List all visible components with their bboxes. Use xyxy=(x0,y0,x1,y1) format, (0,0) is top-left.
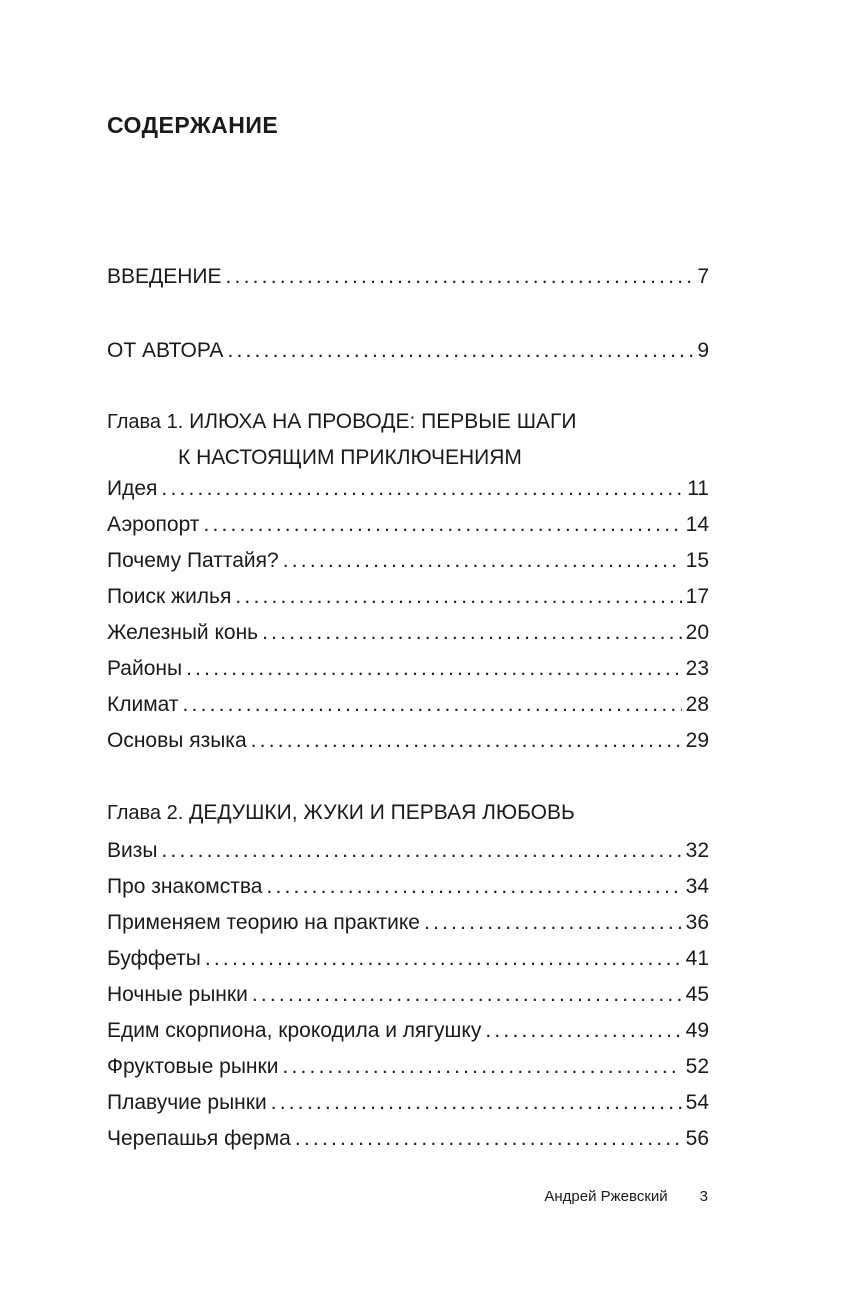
chapter-title-line1: ДЕДУШКИ, ЖУКИ И ПЕРВАЯ ЛЮБОВЬ xyxy=(189,801,575,824)
toc-entry[interactable] xyxy=(107,908,709,938)
dot-leader xyxy=(161,836,681,866)
dot-leader xyxy=(235,582,681,612)
dot-leader xyxy=(424,908,682,938)
dot-leader xyxy=(226,262,694,292)
dot-leader xyxy=(271,1088,682,1118)
dot-leader xyxy=(252,980,682,1010)
toc-entry[interactable] xyxy=(107,726,709,756)
toc-entry-label: Плавучие рынки xyxy=(107,1091,267,1114)
toc-entry-page: 9 xyxy=(697,339,709,362)
toc-entry[interactable] xyxy=(107,690,709,720)
toc-entry-page: 7 xyxy=(697,265,709,288)
toc-entry[interactable] xyxy=(107,618,709,648)
toc-entry-label: ОТ АВТОРА xyxy=(107,339,224,362)
dot-leader xyxy=(203,510,681,540)
toc-entry-page: 20 xyxy=(685,621,709,644)
toc-entry-label: Аэропорт xyxy=(107,513,200,536)
toc-entry[interactable] xyxy=(107,1016,709,1046)
chapter-title-line1: ИЛЮХА НА ПРОВОДЕ: ПЕРВЫЕ ШАГИ xyxy=(189,410,577,433)
dot-leader xyxy=(183,690,682,720)
toc-entry[interactable] xyxy=(107,474,709,504)
dot-leader xyxy=(262,618,682,648)
toc-entry[interactable] xyxy=(107,546,709,576)
page-footer xyxy=(544,1188,708,1205)
dot-leader xyxy=(205,944,682,974)
toc-entry-from-author[interactable] xyxy=(107,336,709,366)
footer-author: Андрей Ржевский xyxy=(544,1188,668,1205)
toc-entry-page: 56 xyxy=(685,1127,709,1150)
dot-leader xyxy=(295,1124,682,1154)
chapter-1-heading[interactable] xyxy=(107,404,727,476)
toc-entry-label: Почему Паттайя? xyxy=(107,549,279,572)
toc-entry-label: ВВЕДЕНИЕ xyxy=(107,265,222,288)
toc-entry-label: Едим скорпиона, крокодила и лягушку xyxy=(107,1019,482,1042)
chapter-title-line2: К НАСТОЯЩИМ ПРИКЛЮЧЕНИЯМ xyxy=(178,446,522,469)
toc-entry-page: 36 xyxy=(685,911,709,934)
toc-entry-label: Поиск жилья xyxy=(107,585,232,608)
dot-leader xyxy=(266,872,681,902)
toc-entry-label: Железный конь xyxy=(107,621,259,644)
toc-entry-page: 32 xyxy=(685,839,709,862)
toc-entry[interactable] xyxy=(107,872,709,902)
toc-entry-page: 49 xyxy=(685,1019,709,1042)
toc-entry-label: Основы языка xyxy=(107,729,247,752)
toc-entry-page: 17 xyxy=(685,585,709,608)
toc-entry[interactable] xyxy=(107,654,709,684)
dot-leader xyxy=(161,474,683,504)
toc-entry[interactable] xyxy=(107,1124,709,1154)
toc-entry[interactable] xyxy=(107,1052,709,1082)
chapter-prefix: Глава 1. xyxy=(107,411,184,433)
toc-entry-page: 52 xyxy=(685,1055,709,1078)
toc-entry[interactable] xyxy=(107,836,709,866)
dot-leader xyxy=(282,1052,681,1082)
toc-entry-page: 45 xyxy=(685,983,709,1006)
dot-leader xyxy=(251,726,682,756)
toc-entry[interactable] xyxy=(107,944,709,974)
dot-leader xyxy=(485,1016,681,1046)
toc-entry-label: Применяем теорию на практике xyxy=(107,911,420,934)
toc-entry-label: Черепашья ферма xyxy=(107,1127,291,1150)
toc-entry-label: Визы xyxy=(107,839,158,862)
toc-entry[interactable] xyxy=(107,1088,709,1118)
toc-entry-page: 29 xyxy=(685,729,709,752)
toc-entry-label: Районы xyxy=(107,657,183,680)
toc-entry-page: 41 xyxy=(685,947,709,970)
toc-entry-page: 54 xyxy=(685,1091,709,1114)
toc-entry-label: Буффеты xyxy=(107,947,201,970)
toc-entry[interactable] xyxy=(107,510,709,540)
toc-entry-page: 23 xyxy=(685,657,709,680)
toc-entry-label: Идея xyxy=(107,477,158,500)
footer-page-number: 3 xyxy=(699,1188,708,1205)
toc-entry-label: Ночные рынки xyxy=(107,983,248,1006)
dot-leader xyxy=(283,546,682,576)
chapter-prefix: Глава 2. xyxy=(107,802,184,824)
toc-entry-page: 15 xyxy=(685,549,709,572)
toc-entry-page: 11 xyxy=(687,477,709,500)
toc-entry-label: Фруктовые рынки xyxy=(107,1055,279,1078)
toc-entry-introduction[interactable] xyxy=(107,262,709,292)
chapter-2-heading[interactable] xyxy=(107,795,727,831)
toc-entry-label: Про знакомства xyxy=(107,875,263,898)
toc-entry-page: 28 xyxy=(685,693,709,716)
page-title: СОДЕРЖАНИЕ xyxy=(107,112,279,138)
toc-entry[interactable] xyxy=(107,582,709,612)
dot-leader xyxy=(227,336,693,366)
toc-entry-page: 34 xyxy=(685,875,709,898)
toc-entry[interactable] xyxy=(107,980,709,1010)
dot-leader xyxy=(186,654,682,684)
toc-entry-label: Климат xyxy=(107,693,179,716)
toc-entry-page: 14 xyxy=(685,513,709,536)
